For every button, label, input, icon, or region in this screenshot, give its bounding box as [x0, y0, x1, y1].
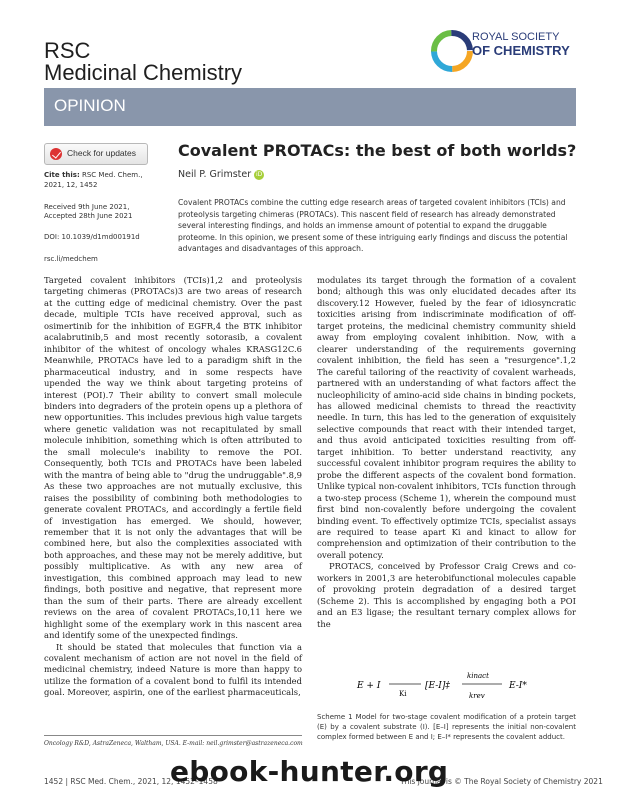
footnote-rule	[44, 735, 302, 736]
article-type-banner	[44, 88, 576, 126]
journal-line-1: RSC	[44, 38, 91, 63]
publisher-line-2: OF CHEMISTRY	[472, 43, 570, 58]
article-title: Covalent PROTACs: the best of both worlds?	[178, 141, 577, 160]
scheme-caption: Scheme 1 Model for two-stage covalent modification of a protein target (E) by a covalent substrate (I). [E–I] represents the initial non-covalent complex formed between E and I; E–I* represents the covalent adduct.	[317, 713, 576, 741]
cite-label: Cite this:	[44, 171, 80, 179]
paragraph: modulates its target through the formation of a covalent bond; although this was only elucidated decades after its discovery.12 However, fueled by the fear of idiosyncratic toxicities arising from indiscriminate modification of off-target proteins, the medicinal chemistry community shield away from employing covalent inhibition. Now, with a clearer understanding of the requirements governing covalent inhibition, the field has seen a "resurgence".1,2 The careful tailoring of the reactivity of covalent warheads, partnered with an understanding of what factors affect the nucleophilicity of amino-acid side chains in binding pockets, has allowed medicinal chemists to thread the reactivity needle. In turn, this has led to the generation of exquisitely selective compounds that react with their intended target, and thus avoid anticipated toxicities resulting from off-target inhibition. To better understand reactivity, any successful covalent inhibitor program requires the ability to probe the different aspects of the covalent bond formation. Unlike typical non-covalent inhibitors, TCIs function through a two-step process (Scheme 1), wherein the compound must first bind non-covalently before undergoing the covalent binding event. To effectively optimize TCIs, specialist assays are required to tease apart Ki and kinact to allow for comprehension and optimization of their contribution to the overall potency.	[317, 275, 576, 560]
journal-line-2: Medicinal Chemistry	[44, 60, 243, 85]
scheme-intermediate: [E-I]‡	[425, 681, 450, 691]
site-link[interactable]: rsc.li/medchem	[44, 255, 98, 263]
author-line	[178, 169, 264, 180]
accepted-date: Accepted 28th June 2021	[44, 212, 133, 220]
doi-link[interactable]: DOI: 10.1039/d1md00191d	[44, 233, 140, 241]
affiliation-footnote: Oncology R&D, AstraZeneca, Waltham, USA. E-mail: neil.grimster@astrazeneca.com	[44, 740, 303, 747]
cite-text: RSC Med. Chem., 2021, 12, 1452	[44, 171, 143, 189]
body-column-1	[44, 275, 302, 699]
journal-title	[44, 40, 242, 84]
paragraph: Targeted covalent inhibitors (TCIs)1,2 and proteolysis targeting chimeras (PROTACs)3 are two areas of research at the cutting edge of medicinal chemistry. Over the past decade, multiple TCIs have received approval, such as osimertinib for the inhibition of EGFR,4 the BTK inhibitor acalabrutinib,5 and most recently sotorasib, a covalent inhibitor of the whitest of oncology whales KRASG12C.6 Meanwhile, PROTACs have led to a paradigm shift in the pharmaceutical industry, and in some respects have upended the way we think about targeting proteins of interest (POI).7 Their ability to convert small molecule binders into degraders of the protein opens up a plethora of new opportunities. This includes previous high value targets where genetic validation was not recapitulated by small molecule inhibition, something which is often attributed to the small molecule's inability to remove the POI. Consequently, both TCIs and PROTACs have been labeled with the mantra of being able to "drug the undruggable".8,9 As these two approaches are not mutually exclusive, this raises the possibility of combining both methodologies to generate covalent PROTACs, and accordingly a fertile field of investigation has emerged. We should, however, remember that it is not only the advantages that will be combined here, but also the complexities associated with both approaches, and these may not be merely additive, but possibly multiplicative. As with any new area of investigation, this combined approach may lead to new findings, both positive and negative, that represent more than the sum of their parts. There are already excellent reviews on the area of covalent PROTACs,10,11 here we highlight some of the exemplary work in this nascent area and identify some of the unexpected findings.	[44, 275, 302, 641]
scheme-reactants: E + I	[357, 681, 381, 691]
body-column-2	[317, 275, 576, 630]
paragraph: It should be stated that molecules that function via a covalent mechanism of action are not novel in the field of medicinal chemistry, indeed Nature is more than happy to utilize the formation of a covalent bond to fulfil its intended goal. Moreover, aspirin, one of the earliest pharmaceuticals,	[44, 641, 302, 698]
author-name: Neil P. Grimster	[178, 169, 252, 180]
scheme-ki: Ki	[399, 690, 407, 698]
orcid-icon[interactable]: iD	[256, 170, 263, 178]
page-footer-right: This journal is © The Royal Society of Chemistry 2021	[400, 777, 603, 786]
watermark: ebook-hunter.org	[170, 755, 449, 788]
scheme-kinact: kinact	[467, 672, 489, 680]
citation	[44, 171, 162, 190]
check-icon	[50, 148, 62, 160]
scheme-product: E-I*	[509, 681, 527, 691]
publisher-name	[472, 30, 570, 59]
scheme-1-diagram	[317, 668, 576, 708]
scheme-krev: krev	[469, 692, 485, 700]
received-date: Received 9th June 2021,	[44, 203, 130, 211]
paragraph: PROTACS, conceived by Professor Craig Crews and co-workers in 2001,3 are heterobifunctional molecules capable of provoking protein degradation of a desired target (Scheme 2). This is accomplished by engaging both a POI and an E3 ligase; the resultant ternary complex allows for the	[317, 561, 576, 629]
page-footer-left: 1452 | RSC Med. Chem., 2021, 12, 1452–1458	[44, 777, 218, 786]
check-updates-label: Check for updates	[67, 148, 136, 158]
banner-label: OPINION	[54, 96, 126, 115]
check-updates-button[interactable]	[44, 143, 148, 165]
abstract: Covalent PROTACs combine the cutting edge research areas of targeted covalent inhibitors (TCIs) and proteolysis targeting chimeras (PROTACs). This nascent field of research has already demonstrated several interesting findings, and holds an immense amount of potential to expand the druggable proteome. In this opinion, we present some of these intriguing early findings and discuss the potential advantages and disadvantages of this approach.	[178, 198, 568, 253]
publisher-line-1: ROYAL SOCIETY	[472, 31, 560, 43]
